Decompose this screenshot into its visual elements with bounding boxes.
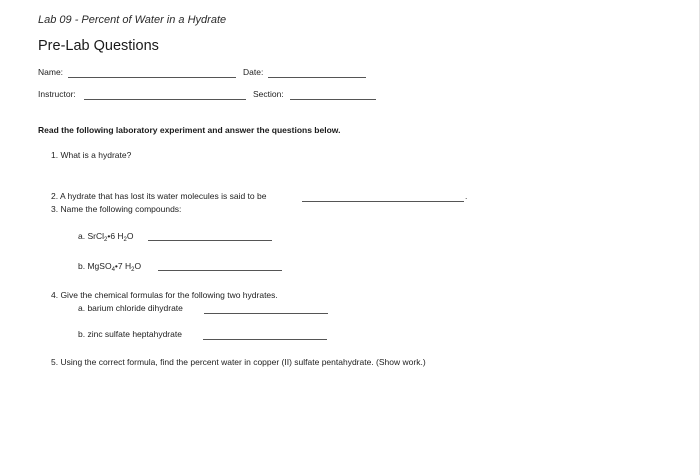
name-field[interactable] xyxy=(68,77,236,78)
instructor-label: Instructor: xyxy=(38,89,76,99)
subscript: 2 xyxy=(104,237,108,243)
question-4a: a. barium chloride dihydrate xyxy=(78,303,183,313)
question-2-answer-line[interactable] xyxy=(302,201,464,202)
date-field[interactable] xyxy=(268,77,366,78)
formula-part: •6 H xyxy=(107,231,124,241)
question-3a-prefix: a. xyxy=(78,231,86,241)
section-label: Section: xyxy=(253,89,284,99)
formula-part: O xyxy=(126,231,134,241)
lab-title: Lab 09 - Percent of Water in a Hydrate xyxy=(38,14,227,26)
section-field[interactable] xyxy=(290,99,376,100)
question-3b-answer-line[interactable] xyxy=(158,270,282,271)
question-5: 5. Using the correct formula, find the percent water in copper (II) sulfate pentahydrate. (Show work.) xyxy=(51,357,426,367)
question-1: 1. What is a hydrate? xyxy=(51,150,132,160)
formula-part: MgSO xyxy=(87,261,112,271)
question-3a xyxy=(78,231,134,241)
instructions: Read the following laboratory experiment and answer the questions below. xyxy=(38,125,341,135)
question-3b-prefix: b. xyxy=(78,261,86,271)
formula-part: SrCl xyxy=(87,231,104,241)
subscript: 4 xyxy=(111,267,115,273)
question-4b-answer-line[interactable] xyxy=(203,339,327,340)
question-2-period: . xyxy=(465,191,468,201)
date-label: Date: xyxy=(243,67,264,77)
page-title: Pre-Lab Questions xyxy=(38,38,159,54)
subscript: 2 xyxy=(123,237,127,243)
question-4: 4. Give the chemical formulas for the following two hydrates. xyxy=(51,290,278,300)
formula-part: •7 H xyxy=(114,261,132,271)
question-2: 2. A hydrate that has lost its water molecules is said to be xyxy=(51,191,267,201)
question-3a-answer-line[interactable] xyxy=(148,240,272,241)
formula-part: O xyxy=(134,261,142,271)
question-4a-answer-line[interactable] xyxy=(204,313,328,314)
question-3: 3. Name the following compounds: xyxy=(51,204,182,214)
question-3b xyxy=(78,261,141,271)
question-4b: b. zinc sulfate heptahydrate xyxy=(78,329,182,339)
name-label: Name: xyxy=(38,67,64,77)
instructor-field[interactable] xyxy=(84,99,246,100)
subscript: 2 xyxy=(131,267,135,273)
